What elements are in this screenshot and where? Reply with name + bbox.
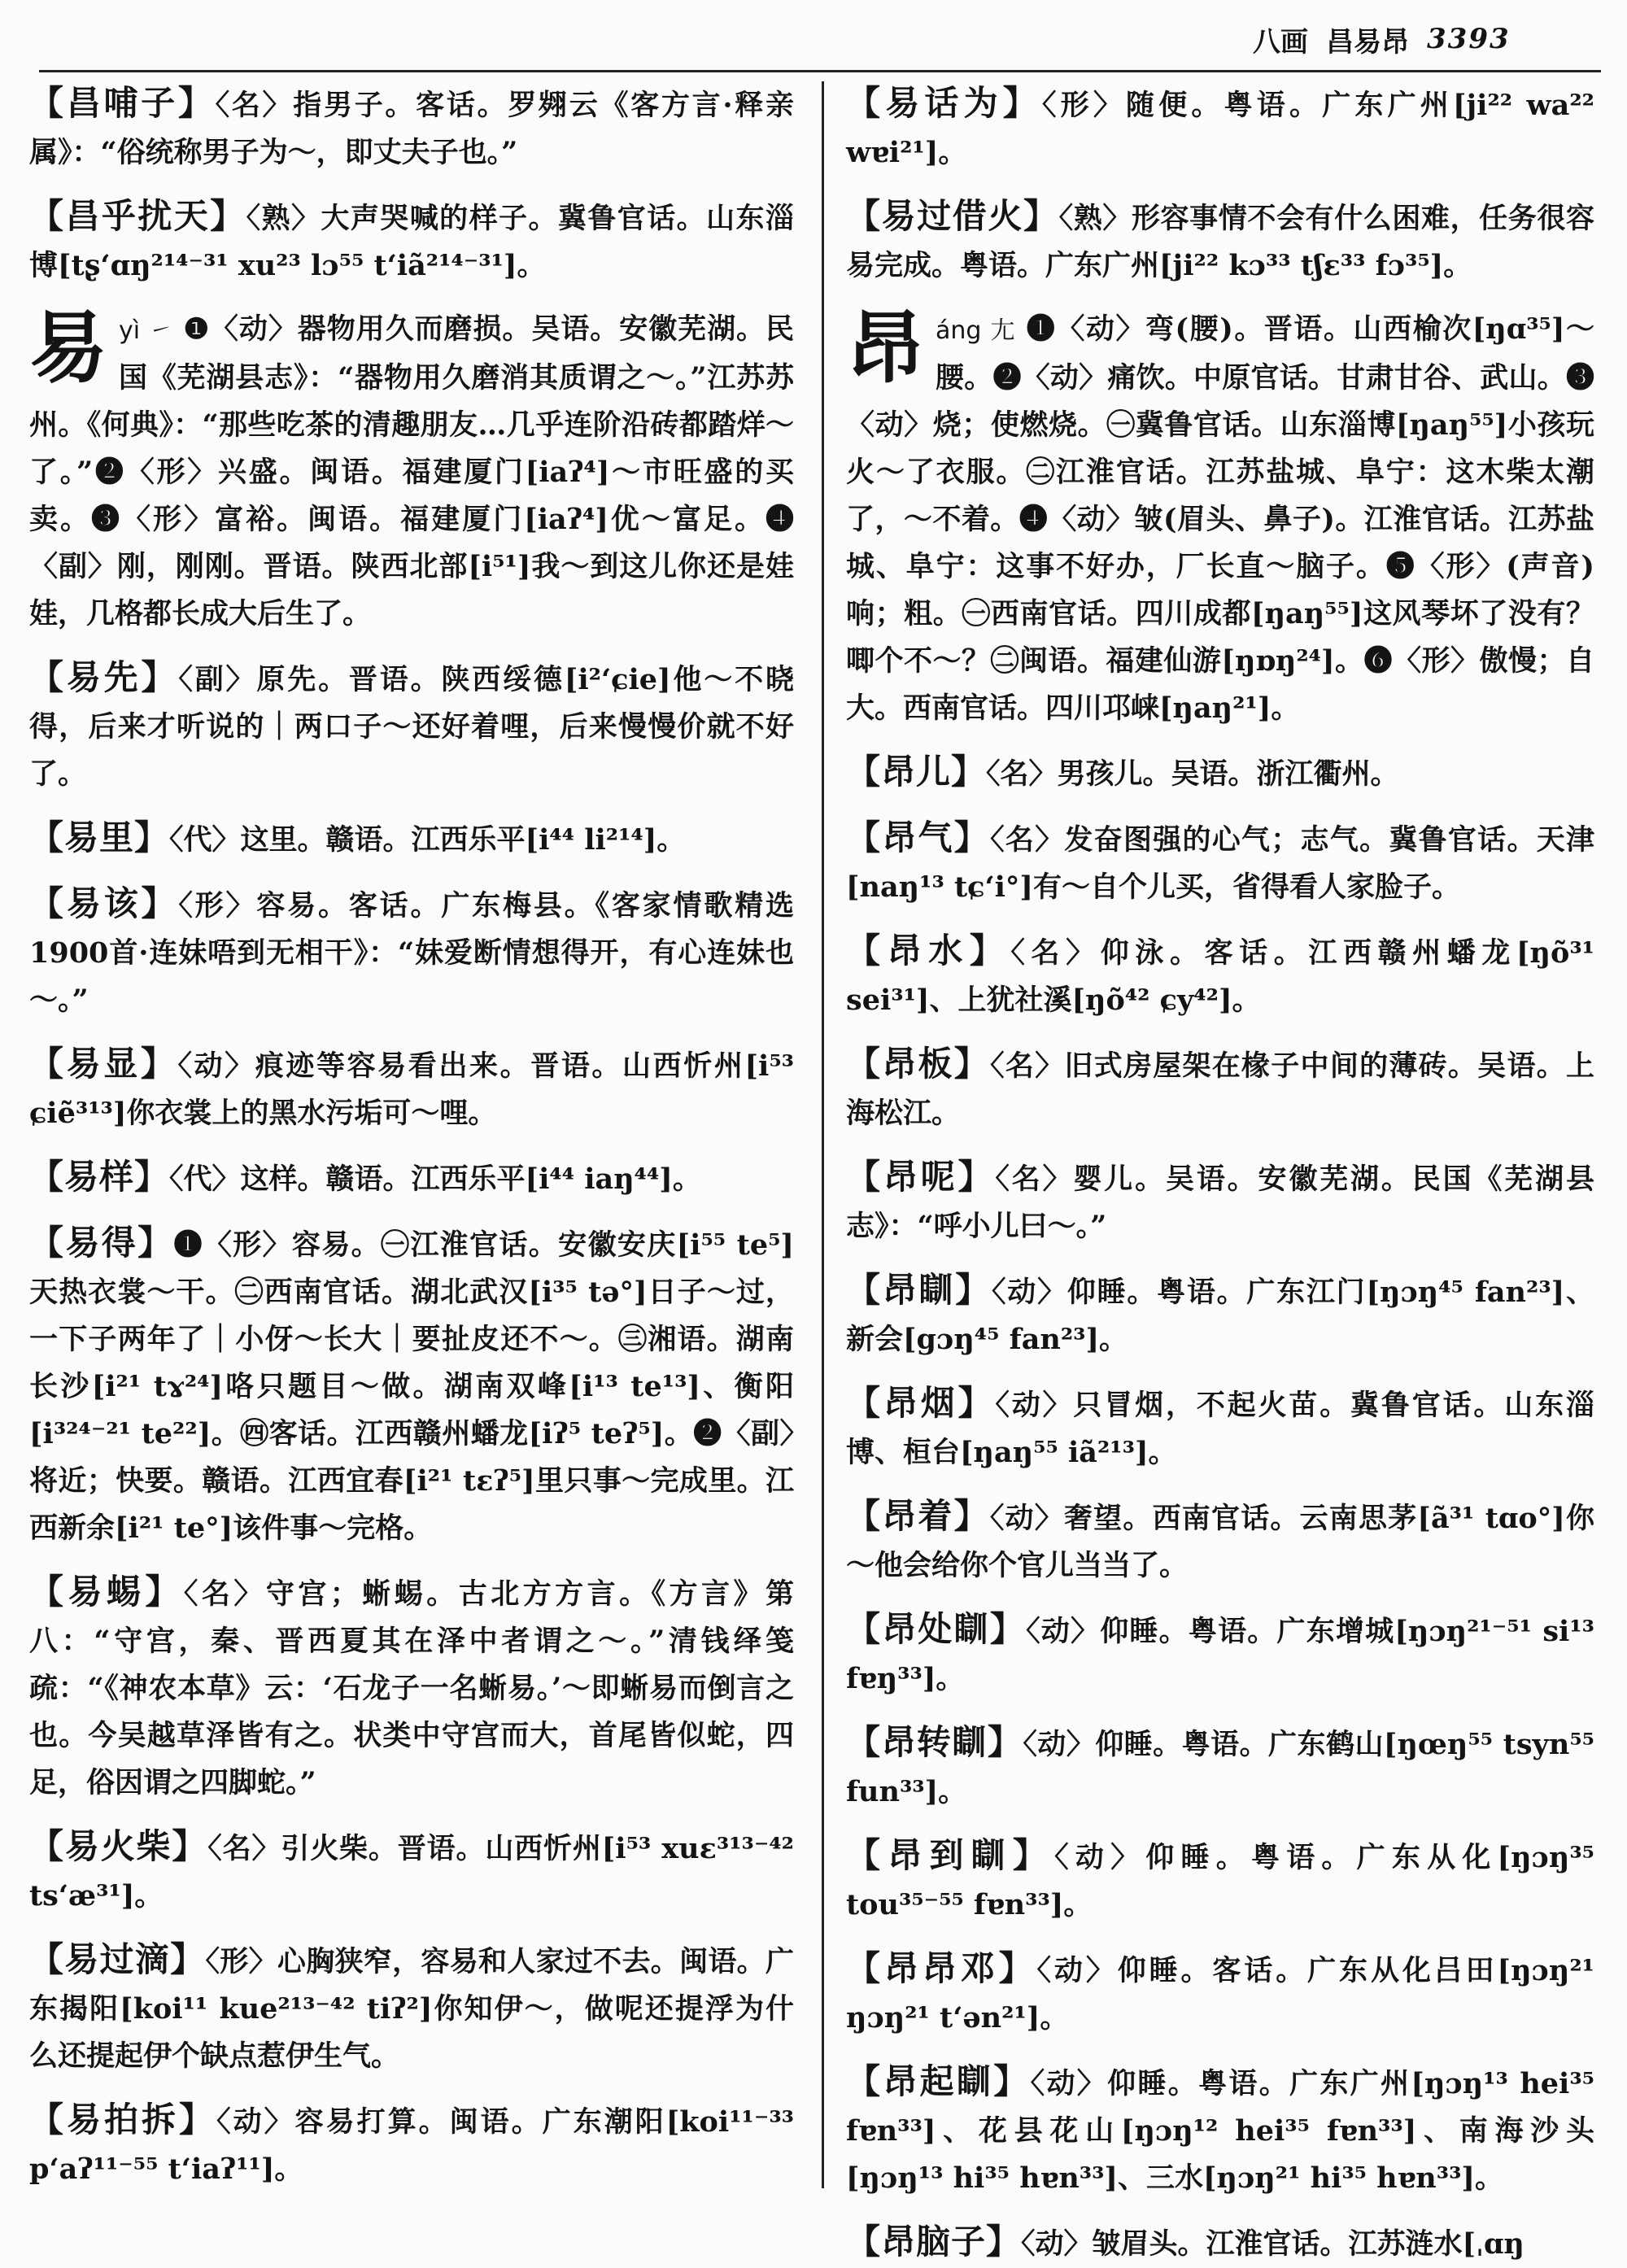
headword: 【昂转瞓】 (846, 1722, 1023, 1762)
entry-angyan (846, 1380, 1594, 1476)
headword: 【昂起瞓】 (846, 2061, 1031, 2101)
definition: ❶〈动〉弯(腰)。晋语。山西榆次[ŋɑ³⁵]～腰。❷〈动〉痛饮。中原官话。甘肃甘谷、武山。❸〈动〉烧；使燃烧。㊀冀鲁官话。山东淄博[ŋaŋ⁵⁵]小孩玩火～了衣服。㊁江淮官话。江苏盐城、阜宁：这木柴太潮了，～不着。❹〈动〉皱(眉头、鼻子)。江淮官话。江苏盐城、阜宁：这事不好办，厂长直～脑子。❺〈形〉(声音)响；粗。㊀西南官话。四川成都[ŋaŋ⁵⁵]这风琴坏了没有？唧个不～？㊁闽语。福建仙游[ŋɒŋ²⁴]。❻〈形〉傲慢；自大。西南官话。四川邛崃[ŋaŋ²¹]。 (846, 312, 1594, 725)
headword: 【昂烟】 (846, 1383, 996, 1423)
definition: 〈名〉男孩儿。吴语。浙江衢州。 (986, 757, 1399, 791)
entry-yixian2 (29, 1040, 794, 1137)
definition: 〈名〉旧式房屋架在椽子中间的薄砖。吴语。上海松江。 (846, 1049, 1594, 1130)
header-chars: 昌易昂 (1326, 25, 1409, 59)
headword: 【易得】 (29, 1223, 174, 1263)
entry-angqifan (846, 2058, 1594, 2202)
definition: 〈动〉痕迹等容易看出来。晋语。山西忻州[i⁵³ ɕiẽ³¹³]你衣裳上的黑水污垢可～哩。 (29, 1049, 794, 1130)
headword: 【昂脑子】 (846, 2222, 1022, 2261)
definition: 〈动〉只冒烟，不起火苗。冀鲁官话。山东淄博、桓台[ŋaŋ⁵⁵ iã²¹³]。 (846, 1389, 1594, 1469)
definition: 〈动〉奢望。西南官话。云南思茅[ã³¹ tɑo°]你～他会给你个官儿当当了。 (846, 1502, 1594, 1582)
definition: ❶〈形〉容易。㊀江淮官话。安徽安庆[i⁵⁵ te⁵]天热衣裳～干。㊁西南官话。湖北武汉[i³⁵ tə°]日子～过，一下子两年了｜小伢～长大｜要扯皮还不～。㊂湘语。湖南长沙[i²¹ tɤ²⁴]咯只题目～做。湖南双峰[i¹³ te¹³]、衡阳[i³²⁴⁻²¹ te²²]。㊃客话。江西赣州蟠龙[iʔ⁵ teʔ⁵]。❷〈副〉将近；快要。赣语。江西宜春[i²¹ tɛʔ⁵]里只事～完成里。江西新余[i²¹ te°]该件事～完格。 (29, 1228, 794, 1545)
headword: 【昂瞓】 (846, 1270, 992, 1310)
page-number: 3393 (1427, 23, 1511, 55)
headword: 【昂处瞓】 (846, 1609, 1027, 1649)
entry-angqi (846, 814, 1594, 911)
entry-yili (29, 814, 794, 864)
entry-angzhuanfan (846, 1719, 1594, 1816)
headword: 【昂着】 (846, 1496, 990, 1536)
entry-changbuzi (29, 80, 794, 177)
headword: 【易样】 (29, 1157, 170, 1197)
entry-anger (846, 748, 1594, 798)
column-divider (822, 81, 824, 2188)
definition: 〈形〉随便。粤语。广东广州[ji²² wa²² wɐi²¹]。 (846, 89, 1594, 169)
entry-yiguodi (29, 1936, 794, 2080)
page-header (1253, 15, 1594, 63)
top-rule (39, 70, 1601, 72)
pinyin: áng 尢 (936, 316, 1017, 345)
section-label: 八画 (1253, 25, 1308, 59)
definition: 〈代〉这里。赣语。江西乐平[i⁴⁴ li²¹⁴]。 (169, 823, 686, 857)
headword: 【易过滴】 (29, 1939, 206, 1979)
headword: 【昌乎扰天】 (29, 196, 246, 236)
headword: 【昂水】 (846, 931, 1011, 970)
entry-head-yi (29, 302, 794, 638)
definition: 〈形〉容易。客话。广东梅县。《客家情歌精选1900首·连妹唔到无相干》：“妹爱断情想得开，有心连妹也～。” (29, 889, 794, 1017)
right-column (846, 80, 1594, 2261)
head-character: 易 (29, 302, 107, 394)
definition: 〈名〉发奋图强的心气；志气。冀鲁官话。天津[naŋ¹³ tɕʻi°]有～自个儿买，省得看人家脸子。 (846, 823, 1594, 904)
definition: 〈副〉原先。晋语。陕西绥德[i²ʻɕie]他～不晓得，后来才听说的｜两口子～还好着哩，后来慢慢价就不好了。 (29, 663, 794, 791)
entry-angnaozi (846, 2218, 1594, 2268)
headword: 【易先】 (29, 657, 179, 697)
entry-yiyang (29, 1154, 794, 1203)
definition: 〈代〉这样。赣语。江西乐平[i⁴⁴ iaŋ⁴⁴]。 (169, 1162, 701, 1196)
headword: 【易显】 (29, 1044, 178, 1084)
entry-angzhe (846, 1493, 1594, 1590)
entry-yide (29, 1219, 794, 1552)
definition: 〈形〉心胸狭窄，容易和人家过不去。闽语。广东揭阳[koi¹¹ kue²¹³⁻⁴² tiʔ²]你知伊～，做呢还提浮为什么还提起伊个缺点惹伊生气。 (29, 1945, 794, 2073)
pinyin: yì ㇀ (119, 316, 174, 345)
headword: 【易话为】 (846, 83, 1042, 123)
head-character: 昂 (846, 302, 924, 394)
definition: 〈名〉守宫；蜥蜴。古北方方言。《方言》第八：“守宫，秦、晋西夏其在泽中者谓之～。”清钱绎笺疏：“《神农本草》云：‘石龙子一名蜥易。’～即蜥易而倒言之也。今吴越草泽皆有之。状类中守宫而大，首尾皆似蛇，四足，俗因谓之四脚蛇。” (29, 1577, 794, 1799)
headword: 【易里】 (29, 818, 170, 857)
entry-angangdeng (846, 1945, 1594, 2042)
entry-changhuraotian (29, 193, 794, 290)
entry-yiguojiehuo (846, 193, 1594, 290)
definition: ❶〈动〉器物用久而磨损。吴语。安徽芜湖。民国《芜湖县志》：“器物用久磨消其质谓之～。”江苏苏州。《何典》：“那些吃茶的清趣朋友…几乎连阶沿砖都踏烊～了。”❷〈形〉兴盛。闽语。福建厦门[iaʔ⁴]～市旺盛的买卖。❸〈形〉富裕。闽语。福建厦门[iaʔ⁴]优～富足。❹〈副〉刚，刚刚。晋语。陕西北部[i⁵¹]我～到这儿你还是娃娃，几格都长成大后生了。 (29, 312, 794, 630)
entry-yihuawei (846, 80, 1594, 177)
headword: 【易拍拆】 (29, 2100, 217, 2139)
entry-angni (846, 1154, 1594, 1250)
entry-angfan (846, 1267, 1594, 1363)
definition: 〈动〉皱眉头。江淮官话。江苏涟水[ˌɑŋ (1021, 2227, 1524, 2261)
entry-yiyi (29, 1568, 794, 1807)
definition: 〈动〉容易打算。闽语。广东潮阳[koi¹¹⁻³³ pʻaʔ¹¹⁻⁵⁵ tʻiaʔ¹¹]。 (29, 2105, 794, 2186)
headword: 【昂呢】 (846, 1157, 996, 1197)
headword: 【昂气】 (846, 818, 991, 857)
definition: 〈名〉婴儿。吴语。安徽芜湖。民国《芜湖县志》：“呼小儿曰～。” (846, 1162, 1594, 1243)
headword: 【易过借火】 (846, 196, 1059, 236)
entry-angshui (846, 927, 1594, 1024)
headword: 【易蜴】 (29, 1572, 184, 1612)
definition: 〈动〉仰睡。客话。广东从化吕田[ŋɔŋ²¹ ŋɔŋ²¹ tʻən²¹]。 (846, 1954, 1594, 2035)
definition: 〈熟〉大声哭喊的样子。冀鲁官话。山东淄博[tʂʻɑŋ²¹⁴⁻³¹ xu²³ lɔ⁵⁵ tʻiã²¹⁴⁻³¹]。 (29, 202, 794, 282)
definition: 〈名〉仰泳。客话。江西赣州蟠龙[ŋõ³¹ sei³¹]、上犹社溪[ŋõ⁴² ɕy⁴²]。 (846, 936, 1594, 1017)
entry-head-ang (846, 302, 1594, 732)
headword: 【昌哺子】 (29, 83, 216, 123)
entry-angchufan (846, 1606, 1594, 1703)
definition: 〈动〉仰睡。粤语。广东鹤山[ŋœŋ⁵⁵ tsyn⁵⁵ fun³³]。 (846, 1728, 1594, 1808)
definition: 〈名〉引火柴。晋语。山西忻州[i⁵³ xuɛ³¹³⁻⁴² tsʻæ³¹]。 (29, 1832, 794, 1913)
definition: 〈熟〉形容事情不会有什么困难，任务很容易完成。粤语。广东广州[ji²² kɔ³³ tʃɛ³³ fɔ³⁵]。 (846, 202, 1594, 282)
definition: 〈动〉仰睡。粤语。广东从化[ŋɔŋ³⁵ tou³⁵⁻⁵⁵ fɐn³³]。 (846, 1841, 1594, 1921)
definition: 〈名〉指男子。客话。罗翙云《客方言·释亲属》：“俗统称男子为～，即丈夫子也。” (29, 89, 794, 169)
entry-yigai (29, 880, 794, 1024)
left-column (29, 80, 794, 2195)
headword: 【昂板】 (846, 1044, 991, 1084)
entry-angdaofan (846, 1832, 1594, 1929)
definition: 〈动〉仰睡。粤语。广东广州[ŋɔŋ¹³ hei³⁵ fɐn³³]、花县花山[ŋɔŋ¹² hei³⁵ fɐn³³]、南海沙头[ŋɔŋ¹³ hi³⁵ hɐn³³]、三水[ŋɔŋ²¹ hi³⁵ hɐn³³]。 (846, 2067, 1594, 2195)
headword: 【易火柴】 (29, 1826, 208, 1866)
headword: 【昂昂邓】 (846, 1948, 1037, 1988)
definition: 〈动〉仰睡。粤语。广东增城[ŋɔŋ²¹⁻⁵¹ si¹³ fɐŋ³³]。 (846, 1615, 1594, 1695)
headword: 【昂儿】 (846, 752, 987, 792)
headword: 【昂到瞓】 (846, 1835, 1055, 1875)
entry-yipaichai (29, 2096, 794, 2193)
entry-yihuochai (29, 1823, 794, 1920)
entry-angban (846, 1040, 1594, 1137)
definition: 〈动〉仰睡。粤语。广东江门[ŋɔŋ⁴⁵ fan²³]、新会[gɔŋ⁴⁵ fan²³]。 (846, 1276, 1594, 1356)
entry-yixian (29, 654, 794, 798)
headword: 【易该】 (29, 883, 179, 923)
